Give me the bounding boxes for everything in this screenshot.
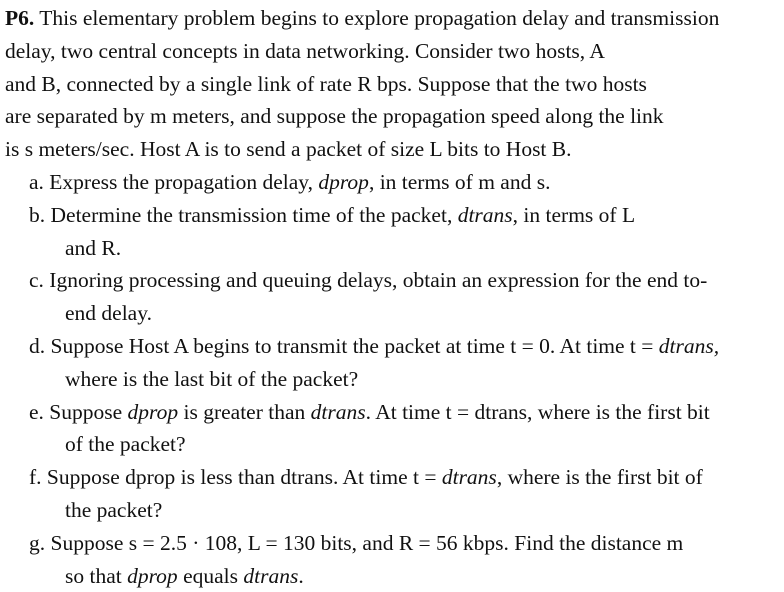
intro-line-4: are separated by m meters, and suppose the propagation speed along the link bbox=[5, 104, 664, 129]
intro-line-2: delay, two central concepts in data networking. Consider two hosts, A bbox=[5, 38, 605, 63]
part-c: c. Ignoring processing and queuing delays, obtain an expression for the end to- bbox=[29, 268, 708, 293]
problem-number: P6. bbox=[5, 6, 35, 30]
intro-line-5: is s meters/sec. Host A is to send a packet of size L bits to Host B. bbox=[5, 137, 572, 162]
intro-line-3: and B, connected by a single link of rate R bps. Suppose that the two hosts bbox=[5, 71, 647, 96]
part-g: g. Suppose s = 2.5 · 108, L = 130 bits, and R = 56 kbps. Find the distance m bbox=[29, 530, 684, 555]
part-d-cont: where is the last bit of the packet? bbox=[65, 366, 359, 391]
part-b: b. Determine the transmission time of the packet, dtrans, in terms of L bbox=[29, 202, 636, 227]
part-d: d. Suppose Host A begins to transmit the packet at time t = 0. At time t = dtrans, bbox=[29, 333, 720, 358]
intro-line-1: P6. This elementary problem begins to explore propagation delay and transmission bbox=[5, 6, 720, 30]
problem-text bbox=[5, 2, 781, 592]
part-f: f. Suppose dprop is less than dtrans. At time t = dtrans, where is the first bit of bbox=[29, 465, 703, 490]
part-a: a. Express the propagation delay, dprop, in terms of m and s. bbox=[29, 169, 551, 194]
part-b-cont: and R. bbox=[65, 235, 122, 260]
part-f-cont: the packet? bbox=[65, 497, 163, 522]
part-e: e. Suppose dprop is greater than dtrans. At time t = dtrans, where is the first bit bbox=[29, 399, 710, 424]
part-g-cont: so that dprop equals dtrans. bbox=[65, 563, 304, 588]
part-c-cont: end delay. bbox=[65, 301, 152, 326]
part-e-cont: of the packet? bbox=[65, 432, 186, 457]
